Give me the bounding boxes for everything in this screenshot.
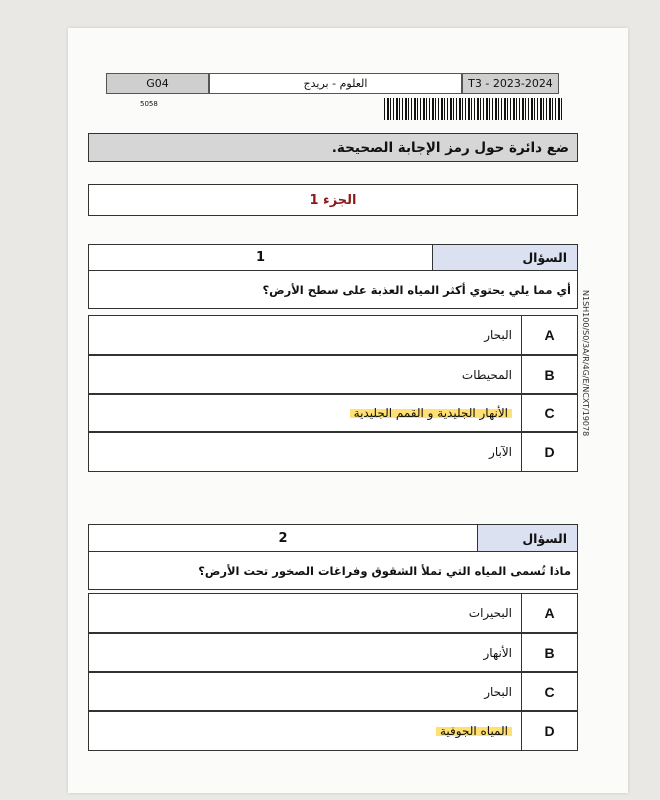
grade-label: G04 bbox=[146, 77, 169, 90]
part-title-bar bbox=[88, 184, 578, 216]
q2-option-a[interactable] bbox=[88, 593, 578, 633]
q1-option-b-letter[interactable]: B bbox=[521, 356, 577, 393]
instruction-text: ضع دائرة حول رمز الإجابة الصحيحة. bbox=[331, 139, 569, 156]
question-2-box bbox=[88, 524, 578, 590]
question-2-number: 2 bbox=[89, 525, 477, 552]
q1-option-d-text: الآبار bbox=[489, 445, 512, 459]
question-1-text: أي مما يلي يحتوي أكثر المياه العذبة على سطح الأرض؟ bbox=[262, 283, 571, 297]
question-2-label-cell bbox=[477, 525, 577, 552]
q2-option-c-letter[interactable]: C bbox=[521, 673, 577, 710]
subject-label: العلوم - بريدج bbox=[303, 77, 368, 90]
subject-cell bbox=[209, 73, 462, 94]
question-1-box bbox=[88, 244, 578, 309]
q2-option-d[interactable] bbox=[88, 711, 578, 751]
side-code: N1SH100/S0/3A/R/4G/E/NCXT/19078 bbox=[581, 290, 590, 437]
part-title: الجزء 1 bbox=[309, 192, 357, 208]
q1-option-c-text: الأنهار الجليدية و القمم الجليدية bbox=[350, 406, 512, 420]
q2-option-a-text: البحيرات bbox=[468, 606, 512, 620]
instruction-bar bbox=[88, 133, 578, 162]
q2-option-b[interactable] bbox=[88, 633, 578, 672]
q1-option-d-letter[interactable]: D bbox=[521, 433, 577, 471]
q1-option-b[interactable] bbox=[88, 355, 578, 394]
question-1-label: السؤال bbox=[522, 250, 567, 265]
q1-option-a-letter[interactable]: A bbox=[521, 316, 577, 354]
barcode bbox=[384, 98, 562, 120]
question-1-number: 1 bbox=[89, 245, 432, 271]
q2-option-d-text: المياه الجوفية bbox=[436, 724, 512, 738]
form-code: 5058 bbox=[140, 100, 158, 108]
q2-option-c-text: البحار bbox=[484, 684, 512, 699]
grade-cell bbox=[106, 73, 209, 94]
term-label: T3 - 2023-2024 bbox=[468, 77, 553, 90]
q2-option-b-text: الأنهار bbox=[483, 645, 512, 660]
q1-option-d[interactable] bbox=[88, 432, 578, 472]
question-2-label: السؤال bbox=[522, 530, 567, 546]
q1-option-c[interactable] bbox=[88, 394, 578, 432]
q2-option-d-letter[interactable]: D bbox=[521, 712, 577, 750]
term-cell bbox=[462, 73, 559, 94]
q1-option-a[interactable] bbox=[88, 315, 578, 355]
q2-option-a-letter[interactable]: A bbox=[521, 594, 577, 632]
q2-option-b-letter[interactable]: B bbox=[521, 634, 577, 671]
question-2-text: ماذا تُسمى المياه التي تملأ الشقوق وفراغات الصخور تحت الأرض؟ bbox=[198, 564, 571, 578]
question-1-label-cell bbox=[432, 245, 577, 271]
q2-option-c[interactable] bbox=[88, 672, 578, 711]
q1-option-b-text: المحيطات bbox=[461, 367, 512, 382]
q1-option-a-text: البحار bbox=[484, 328, 512, 342]
q1-option-c-letter[interactable]: C bbox=[521, 395, 577, 431]
